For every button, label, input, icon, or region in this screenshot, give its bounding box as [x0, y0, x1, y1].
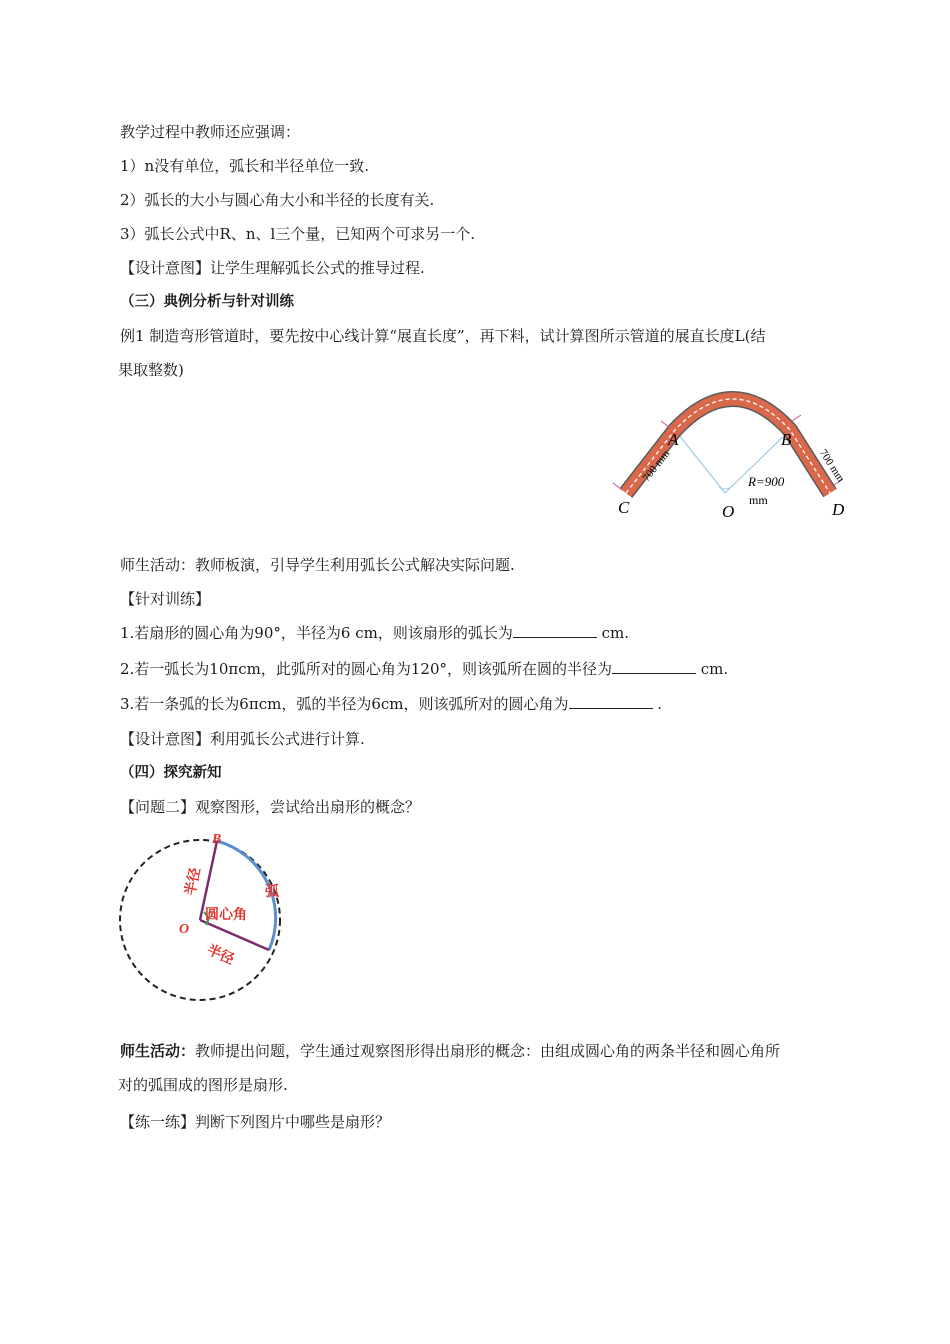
- activity-label: 师生活动：: [120, 1042, 196, 1060]
- section4-heading: （四）探究新知: [120, 765, 222, 781]
- radius-label-bottom: 半径: [204, 942, 237, 969]
- sector-figure: [115, 832, 285, 1004]
- training-heading: 【针对训练】: [120, 590, 211, 608]
- activity-concept-line-1: [120, 1040, 780, 1062]
- question-1: [120, 622, 629, 644]
- dim-tick: [613, 483, 622, 490]
- answer-blank-1[interactable]: [513, 623, 597, 638]
- question-3-text: 3.若一条弧的长为6πcm，弧的半径为6cm，则该弧所对的圆心角为: [120, 695, 569, 713]
- emphasis-intro: 教学过程中教师还应强调：: [120, 123, 301, 141]
- question-2: [120, 658, 728, 680]
- example-line-2: 果取整数): [118, 361, 184, 379]
- answer-blank-2[interactable]: [612, 659, 696, 674]
- section3-heading: （三）典例分析与针对训练: [120, 294, 294, 310]
- emphasis-point-2: 2）弧长的大小与圆心角大小和半径的长度有关.: [120, 191, 435, 209]
- design-intent-1: 【设计意图】让学生理解弧长公式的推导过程.: [120, 259, 425, 277]
- design-intent-2: 【设计意图】利用弧长公式进行计算.: [120, 730, 365, 748]
- point-label-c: C: [618, 498, 630, 517]
- point-label-o: O: [722, 502, 735, 521]
- answer-blank-3[interactable]: [569, 694, 653, 709]
- question-1-unit: cm.: [596, 624, 630, 642]
- radius-line-left: [675, 430, 725, 493]
- length-label-right: 700 mm: [816, 447, 847, 485]
- point-label-b: B: [781, 430, 792, 449]
- activity-concept-text: 教师提出问题，学生通过观察图形得出扇形的概念：由组成圆心角的两条半径和圆心角所: [195, 1042, 781, 1060]
- dim-tick: [792, 415, 801, 421]
- sector-label-b: B: [212, 832, 222, 847]
- arc-label: 弧: [265, 884, 279, 900]
- radius-label-value: R=900: [748, 474, 785, 489]
- question-3-unit: .: [652, 695, 663, 713]
- dim-tick: [661, 421, 670, 428]
- emphasis-point-3: 3）弧长公式中R、n、l三个量，已知两个可求另一个.: [120, 225, 476, 243]
- question-two: 【问题二】观察图形，尝试给出扇形的概念？: [120, 798, 421, 816]
- emphasis-point-1: 1）n没有单位，弧长和半径单位一致.: [120, 157, 369, 175]
- radius-label-unit: mm: [749, 493, 768, 507]
- point-label-a: A: [668, 430, 679, 449]
- practice-prompt: 【练一练】判断下列图片中哪些是扇形？: [120, 1113, 391, 1131]
- radius-label-top: 半径: [182, 866, 204, 898]
- question-3: [120, 693, 662, 715]
- example-line-1: 例1 制造弯形管道时，要先按中心线计算“展直长度”，再下料，试计算图所示管道的展直长度L(结: [120, 327, 766, 345]
- central-angle-label: 圆心角: [205, 907, 247, 923]
- question-1-text: 1.若扇形的圆心角为90°，半径为6 cm，则该扇形的弧长为: [120, 624, 513, 642]
- sector-label-o: O: [179, 922, 190, 937]
- point-label-d: D: [832, 500, 845, 519]
- activity-teacher-board: 师生活动：教师板演，引导学生利用弧长公式解决实际问题.: [120, 556, 515, 574]
- question-2-unit: cm.: [696, 660, 729, 678]
- pipe-figure: [598, 383, 870, 523]
- question-2-text: 2.若一弧长为10πcm，此弧所对的圆心角为120°，则该弧所在圆的半径为: [120, 660, 613, 678]
- activity-concept-line-2: 对的弧围成的图形是扇形.: [118, 1076, 288, 1094]
- length-label-left: 700 mm: [640, 447, 673, 484]
